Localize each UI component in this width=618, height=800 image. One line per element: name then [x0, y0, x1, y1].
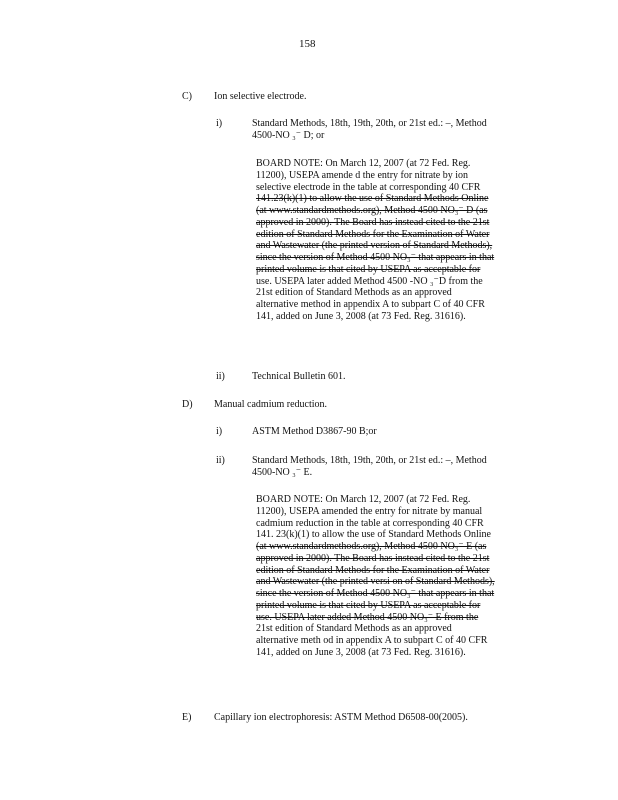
section-d-title: Manual cadmium reduction.	[214, 399, 328, 410]
board-note-c-line: approved in 2000). The Board has instead cited to the 21st	[256, 216, 490, 228]
board-note-d-line: BOARD NOTE: On March 12, 2007 (at 72 Fed. Reg.	[256, 494, 471, 505]
board-note-c-line: 141, added on June 3, 2008 (at 73 Fed. Reg. 31616).	[256, 310, 466, 322]
section-c-item-ii-text: Technical Bulletin 601.	[252, 371, 346, 382]
page-number: 158	[299, 38, 316, 50]
board-note-d-line: since the version of Method 4500 NO₃⁻ that appears in that	[256, 588, 495, 599]
board-note-c-line: use. USEPA later added Method 4500 -NO ₃⁻D from the	[256, 275, 483, 287]
board-note-c-line: edition of Standard Methods for the Examination of Water	[256, 228, 490, 240]
board-note-c-line: (at www.standardmethods.org), Method 4500 NO₃⁻ D (as	[256, 205, 488, 216]
board-note-d-line: 11200), USEPA amended the entry for nitrate by manual	[256, 505, 483, 517]
section-e-title: Capillary ion electrophoresis: ASTM Method D6508-00(2005).	[214, 712, 468, 723]
board-note-d-line: approved in 2000). The Board has instead cited to the 21st	[256, 552, 490, 564]
section-d-item-ii-label: ii)	[216, 455, 225, 466]
board-note-c-line: and Wastewater (the printed version of Standard Methods),	[256, 240, 493, 252]
board-note-d-line: 141. 23(k)(1) to allow the use of Standard Methods Online	[256, 529, 491, 541]
board-note-d-line: edition of Standard Methods for the Examination of Water	[256, 564, 490, 576]
board-note-d-line: 141, added on June 3, 2008 (at 73 Fed. Reg. 31616).	[256, 646, 466, 658]
board-note-c-line: alternative method in appendix A to subpart C of 40 CFR	[256, 299, 485, 310]
board-note-d-line: (at www.standardmethods.org), Method 4500 NO₃⁻ E (as	[256, 541, 487, 552]
board-note-c-line: BOARD NOTE: On March 12, 2007 (at 72 Fed. Reg.	[256, 158, 471, 169]
section-d-item-ii-line1: Standard Methods, 18th, 19th, 20th, or 21st ed.: –, Method	[252, 455, 487, 466]
section-c-title: Ion selective electrode.	[214, 91, 307, 102]
board-note-d-line: 21st edition of Standard Methods as an approved	[256, 623, 452, 635]
board-note-d-line: cadmium reduction in the table at corresponding 40 CFR	[256, 517, 484, 529]
board-note-d-line: use. USEPA later added Method 4500 NO₃⁻ E from the	[256, 611, 479, 623]
section-c-item-ii-label: ii)	[216, 371, 225, 382]
board-note-c-line: 141.23(k)(1) to allow the use of Standard Methods Online	[256, 193, 489, 205]
section-d-item-ii-line2: 4500-NO ₃⁻ E.	[252, 467, 313, 478]
board-note-c-line: printed volume is that cited by USEPA as acceptable for	[256, 263, 481, 275]
board-note-c-line: 11200), USEPA amende d the entry for nitrate by ion	[256, 169, 469, 181]
board-note-c-line: 21st edition of Standard Methods as an approved	[256, 287, 452, 299]
board-note-c-line: selective electrode in the table at corresponding 40 CFR	[256, 181, 481, 193]
section-d-item-i-text: ASTM Method D3867-90 B;or	[252, 426, 377, 437]
board-note-d-line: printed volume is that cited by USEPA as acceptable for	[256, 599, 481, 611]
board-note-c-line: since the version of Method 4500 NO₃⁻ that appears in that	[256, 252, 495, 263]
board-note-d-line: and Wastewater (the printed versi on of Standard Methods),	[256, 576, 495, 588]
section-e-label: E)	[182, 712, 192, 723]
section-d-label: D)	[182, 399, 193, 410]
section-c-item-i-line2: 4500-NO ₃⁻ D; or	[252, 130, 325, 141]
section-c-label: C)	[182, 91, 192, 102]
section-d-item-i-label: i)	[216, 426, 223, 437]
board-note-d-line: alternative meth od in appendix A to subpart C of 40 CFR	[256, 635, 488, 646]
section-c-item-i-label: i)	[216, 118, 223, 129]
section-c-item-i-line1: Standard Methods, 18th, 19th, 20th, or 21st ed.: –, Method	[252, 118, 487, 129]
